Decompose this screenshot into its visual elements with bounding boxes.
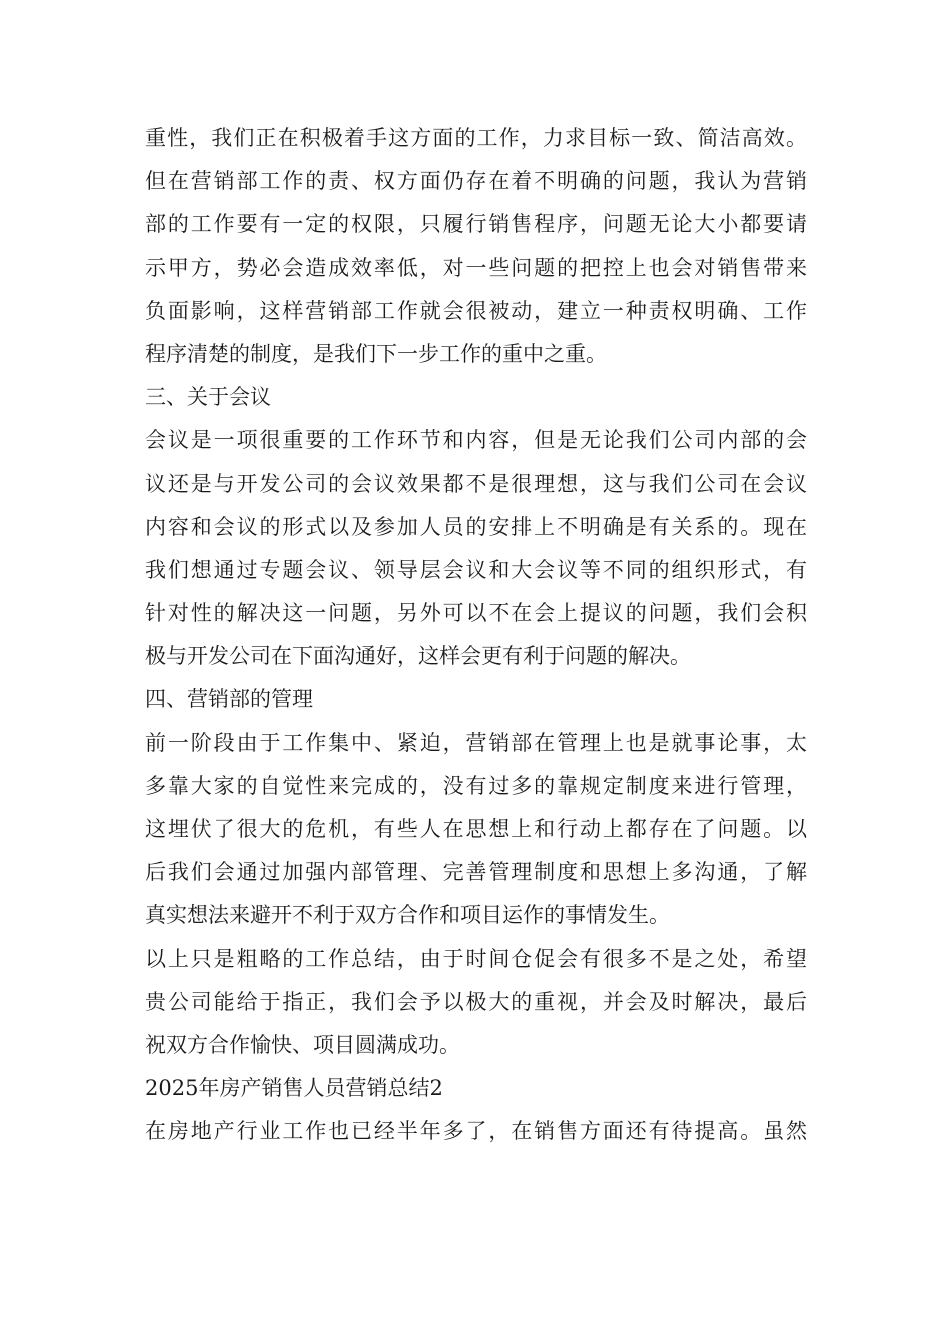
text-line: 在房地产行业工作也已经半年多了，在销售方面还有待提高。虽然 [145, 1119, 807, 1144]
text-line: 负面影响，这样营销部工作就会很被动，建立一种责权明确、工作 [145, 298, 807, 323]
text-line: 示甲方，势必会造成效率低，对一些问题的把控上也会对销售带来 [145, 255, 807, 280]
text-line: 贵公司能给于指正，我们会予以极大的重视，并会及时解决，最后 [145, 989, 807, 1014]
text-line: 内容和会议的形式以及参加人员的安排上不明确是有关系的。现在 [145, 514, 807, 539]
text-line: 重性，我们正在积极着手这方面的工作，力求目标一致、简洁高效。 [145, 126, 807, 150]
text-line: 程序清楚的制度，是我们下一步工作的重中之重。 [145, 341, 607, 366]
section-heading: 2025年房产销售人员营销总结2 [145, 1076, 443, 1101]
text-line: 议还是与开发公司的会议效果都不是很理想，这与我们公司在会议 [145, 471, 807, 496]
text-line: 前一阶段由于工作集中、紧迫，营销部在管理上也是就事论事，太 [145, 730, 807, 755]
text-line: 但在营销部工作的责、权方面仍存在着不明确的问题，我认为营销 [145, 169, 807, 194]
section-heading: 四、营销部的管理 [145, 687, 313, 712]
text-line: 后我们会通过加强内部管理、完善管理制度和思想上多沟通，了解 [145, 860, 807, 885]
text-line: 这埋伏了很大的危机，有些人在思想上和行动上都存在了问题。以 [145, 817, 807, 841]
text-line: 多靠大家的自觉性来完成的，没有过多的靠规定制度来进行管理， [145, 773, 807, 798]
text-line: 祝双方合作愉快、项目圆满成功。 [145, 1032, 460, 1057]
text-line: 我们想通过专题会议、领导层会议和大会议等不同的组织形式，有 [145, 557, 807, 582]
document-body [145, 117, 807, 1154]
section-heading: 三、关于会议 [145, 385, 271, 410]
text-line: 会议是一项很重要的工作环节和内容，但是无论我们公司内部的会 [145, 428, 807, 453]
text-line: 极与开发公司在下面沟通好，这样会更有利于问题的解决。 [145, 644, 691, 669]
text-line: 以上只是粗略的工作总结，由于时间仓促会有很多不是之处，希望 [145, 946, 807, 971]
text-line: 真实想法来避开不利于双方合作和项目运作的事情发生。 [145, 903, 670, 928]
text-line: 部的工作要有一定的权限，只履行销售程序，问题无论大小都要请 [145, 212, 807, 237]
text-line: 针对性的解决这一问题，另外可以不在会上提议的问题，我们会积 [145, 601, 807, 626]
